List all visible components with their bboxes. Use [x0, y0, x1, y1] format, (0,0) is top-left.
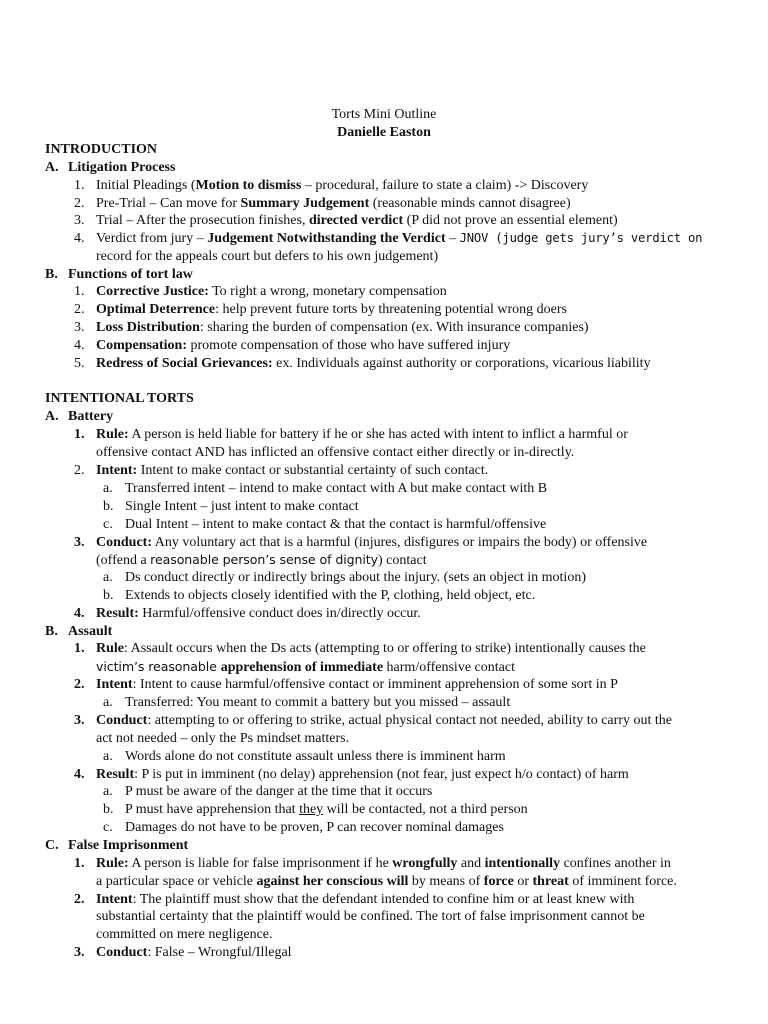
list-item [96, 319, 589, 337]
bold-term: Result: [96, 606, 139, 621]
text: ex. Individuals against authority or corporations, vicarious liability [272, 356, 651, 371]
text: A person is held liable for battery if he or she has acted with intent to inflict a harmful or [128, 427, 628, 442]
bold-term: Optimal Deterrence [96, 302, 216, 317]
list-item [96, 944, 292, 962]
list-item [96, 355, 651, 373]
subsection-title: Battery [68, 409, 114, 424]
sub-list-item: Transferred intent – intend to make contact with A but make contact with B [125, 481, 548, 496]
sub-list-letter: a. [103, 784, 113, 799]
text: victim’s reasonable [96, 659, 221, 674]
text: and [457, 856, 485, 871]
text: : P is put in imminent (no delay) apprehension (not fear, just expect h/o contact) of harm [134, 767, 629, 782]
text: of imminent force. [568, 874, 677, 889]
text: JNOV (judge gets jury’s verdict on [459, 231, 703, 245]
bold-term: Intent [96, 892, 133, 907]
list-item-continuation: committed on mere negligence. [96, 927, 273, 942]
list-item-continuation: record for the appeals court but defers to his own judgement) [96, 249, 439, 264]
text: : sharing the burden of compensation (ex. With insurance companies) [199, 320, 589, 335]
list-item-continuation: offensive contact AND has inflicted an offensive contact either directly or in-directly. [96, 445, 575, 460]
sub-list-letter: b. [103, 499, 114, 514]
list-number: 5. [74, 356, 85, 371]
list-item [96, 301, 567, 319]
list-number: 3. [74, 713, 85, 728]
bold-term: threat [532, 874, 569, 889]
sub-list-item [125, 801, 528, 819]
list-item-continuation [96, 873, 677, 891]
section-heading-introduction: INTRODUCTION [45, 142, 158, 157]
bold-term: Loss Distribution [96, 320, 200, 335]
text: : The plaintiff must show that the defendant intended to confine him or at least knew with [132, 892, 635, 907]
subsection-label: A. [45, 160, 59, 175]
text: : Intent to cause harmful/offensive contact or imminent apprehension of some sort in P [132, 677, 618, 692]
sub-list-letter: a. [103, 570, 113, 585]
sub-list-letter: b. [103, 588, 114, 603]
text: Any voluntary act that is a harmful (injures, disfigures or impairs the body) or offensive [152, 535, 648, 550]
list-item [96, 283, 447, 301]
bold-term: Conduct: [96, 535, 153, 550]
sub-list-letter: c. [103, 517, 113, 532]
text: : Assault occurs when the Ds acts (attempting to or offering to strike) intentionally causes the [124, 641, 646, 656]
bold-term: intentionally [484, 856, 561, 871]
list-item [96, 426, 628, 444]
subsection-label: B. [45, 267, 58, 282]
text: Intent to make contact or substantial certainty of such contact. [137, 463, 489, 478]
bold-term: Summary Judgement [240, 196, 370, 211]
bold-term: Motion to dismiss [195, 178, 302, 193]
bold-term: Intent [96, 677, 133, 692]
text: : False – Wrongful/Illegal [147, 945, 292, 960]
bold-term: Rule [96, 641, 124, 656]
list-item [96, 462, 488, 480]
list-number: 2. [74, 302, 85, 317]
sub-list-letter: b. [103, 802, 114, 817]
bold-term: Conduct [96, 945, 148, 960]
list-item [96, 855, 671, 873]
list-number: 4. [74, 338, 85, 353]
list-item [96, 195, 571, 213]
list-item [96, 891, 634, 909]
subsection-label: C. [45, 838, 59, 853]
text: – procedural, failure to state a claim) -> Discovery [301, 178, 589, 193]
bold-term: apprehension of immediate [220, 660, 384, 675]
bold-term: force [483, 874, 514, 889]
list-item [96, 676, 618, 694]
underlined-term: they [299, 802, 324, 817]
sub-list-letter: a. [103, 695, 113, 710]
text: – [445, 231, 460, 246]
list-item [96, 212, 618, 230]
subsection-label: A. [45, 409, 59, 424]
bold-term: Judgement Notwithstanding the Verdict [207, 231, 446, 246]
text: (offend a [96, 553, 151, 568]
subsection-title: Functions of tort law [68, 267, 193, 282]
text: a particular space or vehicle [96, 874, 257, 889]
text: ) contact [378, 553, 427, 568]
bold-term: against her conscious will [256, 874, 409, 889]
list-item [96, 766, 629, 784]
bold-term: wrongfully [392, 856, 458, 871]
list-item [96, 605, 421, 623]
bold-term: Redress of Social Grievances: [96, 356, 273, 371]
text: A person is liable for false imprisonment if he [128, 856, 393, 871]
text: Harmful/offensive conduct does in/directly occur. [138, 606, 421, 621]
sub-list-item: Words alone do not constitute assault unless there is imminent harm [125, 749, 506, 764]
sub-list-item: Dual Intent – intent to make contact & that the contact is harmful/offensive [125, 517, 547, 532]
bold-term: directed verdict [308, 213, 404, 228]
list-item-continuation [96, 658, 515, 677]
bold-term: Rule: [96, 856, 129, 871]
list-number: 4. [74, 767, 85, 782]
bold-term: Rule: [96, 427, 129, 442]
text: (reasonable minds cannot disagree) [369, 196, 571, 211]
list-item [96, 534, 647, 552]
sub-list-letter: c. [103, 820, 113, 835]
text: : attempting to or offering to strike, actual physical contact not needed, ability to carry out the [147, 713, 672, 728]
text: Pre-Trial – Can move for [96, 196, 241, 211]
text: by means of [408, 874, 484, 889]
document-author: Danielle Easton [337, 125, 431, 140]
sub-list-item: Damages do not have to be proven, P can recover nominal damages [125, 820, 504, 835]
list-item [96, 712, 672, 730]
list-number: 3. [74, 945, 85, 960]
sub-list-item: Transferred: You meant to commit a battery but you missed – assault [125, 695, 511, 710]
document-title: Torts Mini Outline [331, 107, 437, 122]
text: Initial Pleadings ( [96, 178, 196, 193]
list-item-continuation [96, 551, 427, 570]
list-item-continuation: act not needed – only the Ps mindset matters. [96, 731, 350, 746]
list-item [96, 337, 510, 355]
text: P must have apprehension that [125, 802, 300, 817]
list-number: 2. [74, 677, 85, 692]
text: confines another in [560, 856, 671, 871]
list-number: 3. [74, 213, 85, 228]
text: harm/offensive contact [383, 660, 515, 675]
list-item [96, 640, 646, 658]
bold-term: Conduct [96, 713, 148, 728]
list-number: 2. [74, 463, 85, 478]
bold-term: Intent: [96, 463, 138, 478]
sub-list-letter: a. [103, 749, 113, 764]
list-number: 4. [74, 231, 85, 246]
section-heading-intentional-torts: INTENTIONAL TORTS [45, 391, 194, 406]
subsection-title: False Imprisonment [68, 838, 189, 853]
text: or [513, 874, 533, 889]
list-number: 1. [74, 427, 85, 442]
list-number: 1. [74, 856, 85, 871]
text: : help prevent future torts by threatening potential wrong doers [215, 302, 567, 317]
subsection-label: B. [45, 624, 58, 639]
text: Trial – After the prosecution finishes, [96, 213, 309, 228]
bold-term: Result [96, 767, 135, 782]
list-number: 3. [74, 535, 85, 550]
list-number: 3. [74, 320, 85, 335]
list-number: 1. [74, 284, 85, 299]
sub-list-item: Single Intent – just intent to make contact [125, 499, 359, 514]
list-number: 2. [74, 196, 85, 211]
subsection-title: Assault [68, 624, 113, 639]
list-number: 4. [74, 606, 85, 621]
list-number: 1. [74, 178, 85, 193]
bold-term: Compensation: [96, 338, 188, 353]
text: promote compensation of those who have suffered injury [187, 338, 511, 353]
text: reasonable person’s sense of dignity [150, 552, 378, 567]
list-item-continuation: substantial certainty that the plaintiff would be confined. The tort of false imprisonment cannot be [96, 909, 645, 924]
text: Verdict from jury – [96, 231, 208, 246]
list-item [96, 177, 588, 195]
sub-list-item: Extends to objects closely identified with the P, clothing, held object, etc. [125, 588, 536, 603]
text: To right a wrong, monetary compensation [208, 284, 447, 299]
subsection-title: Litigation Process [68, 160, 176, 175]
list-number: 2. [74, 892, 85, 907]
sub-list-item: P must be aware of the danger at the time that it occurs [125, 784, 433, 799]
text: (P did not prove an essential element) [403, 213, 618, 228]
sub-list-letter: a. [103, 481, 113, 496]
sub-list-item: Ds conduct directly or indirectly brings about the injury. (sets an object in motion) [125, 570, 586, 585]
bold-term: Corrective Justice: [96, 284, 209, 299]
list-number: 1. [74, 641, 85, 656]
list-item [96, 230, 702, 248]
text: will be contacted, not a third person [323, 802, 528, 817]
